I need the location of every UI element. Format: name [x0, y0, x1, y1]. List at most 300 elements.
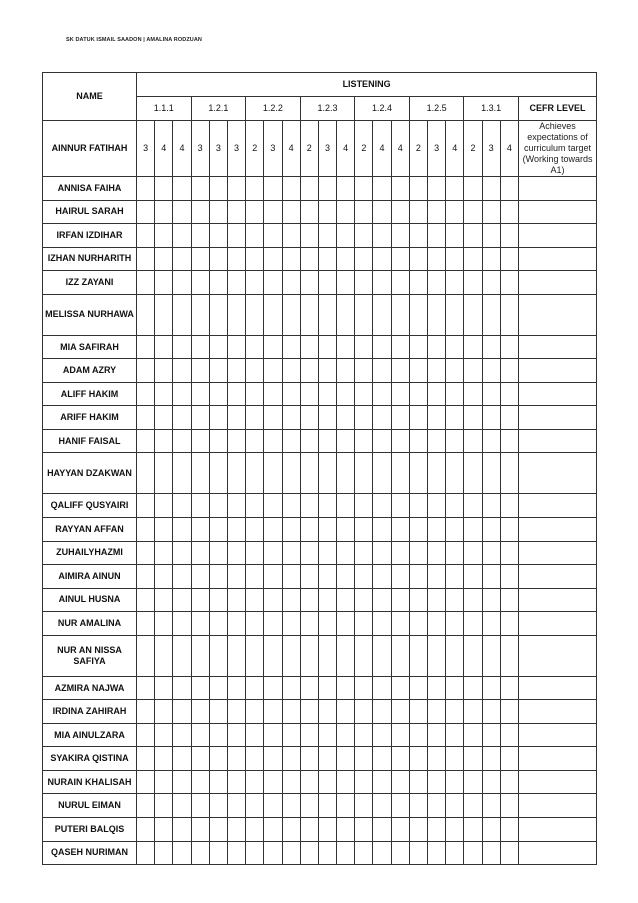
- score-cell[interactable]: [318, 565, 336, 589]
- score-cell[interactable]: [282, 565, 300, 589]
- score-cell[interactable]: [209, 541, 227, 565]
- score-cell[interactable]: [173, 541, 191, 565]
- score-cell[interactable]: [446, 588, 464, 612]
- score-cell[interactable]: [318, 177, 336, 201]
- score-cell[interactable]: [155, 818, 173, 842]
- score-cell[interactable]: [464, 429, 482, 453]
- score-cell[interactable]: [300, 841, 318, 865]
- score-cell[interactable]: [264, 676, 282, 700]
- score-cell[interactable]: [155, 518, 173, 542]
- score-cell[interactable]: [209, 588, 227, 612]
- score-cell[interactable]: [191, 588, 209, 612]
- score-cell[interactable]: [464, 676, 482, 700]
- score-cell[interactable]: [264, 224, 282, 248]
- score-cell[interactable]: [482, 723, 500, 747]
- cefr-level-cell[interactable]: [518, 676, 596, 700]
- score-cell[interactable]: [337, 565, 355, 589]
- score-cell[interactable]: [391, 770, 409, 794]
- score-cell[interactable]: [246, 635, 264, 676]
- score-cell[interactable]: [355, 177, 373, 201]
- score-cell[interactable]: [391, 429, 409, 453]
- score-cell[interactable]: [137, 818, 155, 842]
- score-cell[interactable]: [264, 453, 282, 494]
- score-cell[interactable]: [446, 335, 464, 359]
- score-cell[interactable]: [464, 635, 482, 676]
- score-cell[interactable]: [337, 271, 355, 295]
- score-cell[interactable]: [155, 224, 173, 248]
- score-cell[interactable]: [155, 723, 173, 747]
- score-cell[interactable]: [191, 294, 209, 335]
- score-cell[interactable]: [173, 359, 191, 383]
- score-cell[interactable]: [318, 541, 336, 565]
- score-cell[interactable]: [409, 429, 427, 453]
- score-cell[interactable]: [428, 565, 446, 589]
- score-cell[interactable]: [282, 676, 300, 700]
- score-cell[interactable]: 2: [300, 121, 318, 177]
- score-cell[interactable]: [464, 588, 482, 612]
- score-cell[interactable]: [409, 541, 427, 565]
- score-cell[interactable]: [409, 271, 427, 295]
- score-cell[interactable]: [464, 794, 482, 818]
- score-cell[interactable]: [355, 518, 373, 542]
- score-cell[interactable]: [209, 747, 227, 771]
- score-cell[interactable]: [246, 247, 264, 271]
- score-cell[interactable]: [446, 518, 464, 542]
- score-cell[interactable]: [482, 382, 500, 406]
- score-cell[interactable]: [191, 818, 209, 842]
- score-cell[interactable]: [227, 541, 245, 565]
- score-cell[interactable]: [500, 224, 518, 248]
- score-cell[interactable]: [391, 635, 409, 676]
- score-cell[interactable]: [264, 818, 282, 842]
- score-cell[interactable]: [264, 359, 282, 383]
- cefr-level-cell[interactable]: [518, 224, 596, 248]
- score-cell[interactable]: [300, 406, 318, 430]
- score-cell[interactable]: [500, 588, 518, 612]
- score-cell[interactable]: [209, 271, 227, 295]
- score-cell[interactable]: [209, 429, 227, 453]
- score-cell[interactable]: [337, 453, 355, 494]
- score-cell[interactable]: [464, 494, 482, 518]
- cefr-level-cell[interactable]: [518, 612, 596, 636]
- score-cell[interactable]: [318, 635, 336, 676]
- score-cell[interactable]: [337, 635, 355, 676]
- score-cell[interactable]: [173, 612, 191, 636]
- score-cell[interactable]: [409, 494, 427, 518]
- score-cell[interactable]: [446, 723, 464, 747]
- score-cell[interactable]: [337, 541, 355, 565]
- score-cell[interactable]: [337, 429, 355, 453]
- score-cell[interactable]: [482, 177, 500, 201]
- cefr-level-cell[interactable]: [518, 794, 596, 818]
- score-cell[interactable]: [391, 271, 409, 295]
- score-cell[interactable]: [155, 588, 173, 612]
- score-cell[interactable]: [337, 612, 355, 636]
- cefr-level-cell[interactable]: [518, 429, 596, 453]
- score-cell[interactable]: [373, 359, 391, 383]
- score-cell[interactable]: [227, 294, 245, 335]
- score-cell[interactable]: [428, 200, 446, 224]
- score-cell[interactable]: [446, 429, 464, 453]
- score-cell[interactable]: [337, 294, 355, 335]
- score-cell[interactable]: [137, 382, 155, 406]
- score-cell[interactable]: [446, 382, 464, 406]
- score-cell[interactable]: [373, 676, 391, 700]
- score-cell[interactable]: [500, 494, 518, 518]
- score-cell[interactable]: [464, 518, 482, 542]
- score-cell[interactable]: [500, 841, 518, 865]
- score-cell[interactable]: [318, 770, 336, 794]
- score-cell[interactable]: [209, 224, 227, 248]
- score-cell[interactable]: [191, 271, 209, 295]
- score-cell[interactable]: [155, 335, 173, 359]
- score-cell[interactable]: [391, 794, 409, 818]
- score-cell[interactable]: [409, 723, 427, 747]
- score-cell[interactable]: [500, 770, 518, 794]
- score-cell[interactable]: [173, 841, 191, 865]
- score-cell[interactable]: [318, 224, 336, 248]
- score-cell[interactable]: [191, 635, 209, 676]
- score-cell[interactable]: [391, 224, 409, 248]
- score-cell[interactable]: [409, 406, 427, 430]
- score-cell[interactable]: [500, 200, 518, 224]
- score-cell[interactable]: [173, 770, 191, 794]
- score-cell[interactable]: [300, 494, 318, 518]
- score-cell[interactable]: [482, 453, 500, 494]
- score-cell[interactable]: [373, 406, 391, 430]
- score-cell[interactable]: [500, 676, 518, 700]
- score-cell[interactable]: 2: [246, 121, 264, 177]
- score-cell[interactable]: [264, 541, 282, 565]
- score-cell[interactable]: [464, 247, 482, 271]
- score-cell[interactable]: [446, 770, 464, 794]
- score-cell[interactable]: 3: [209, 121, 227, 177]
- score-cell[interactable]: [355, 294, 373, 335]
- score-cell[interactable]: [282, 247, 300, 271]
- score-cell[interactable]: [355, 612, 373, 636]
- score-cell[interactable]: [446, 294, 464, 335]
- score-cell[interactable]: [227, 200, 245, 224]
- score-cell[interactable]: [209, 818, 227, 842]
- score-cell[interactable]: [482, 271, 500, 295]
- score-cell[interactable]: [300, 453, 318, 494]
- score-cell[interactable]: [191, 247, 209, 271]
- score-cell[interactable]: [300, 294, 318, 335]
- score-cell[interactable]: [137, 612, 155, 636]
- score-cell[interactable]: [337, 406, 355, 430]
- score-cell[interactable]: [373, 841, 391, 865]
- score-cell[interactable]: [391, 541, 409, 565]
- score-cell[interactable]: [428, 700, 446, 724]
- cefr-level-cell[interactable]: [518, 247, 596, 271]
- score-cell[interactable]: [227, 271, 245, 295]
- score-cell[interactable]: [482, 612, 500, 636]
- score-cell[interactable]: [446, 453, 464, 494]
- score-cell[interactable]: [137, 518, 155, 542]
- score-cell[interactable]: [191, 541, 209, 565]
- score-cell[interactable]: [318, 747, 336, 771]
- score-cell[interactable]: [428, 177, 446, 201]
- score-cell[interactable]: [209, 335, 227, 359]
- score-cell[interactable]: [337, 518, 355, 542]
- score-cell[interactable]: [246, 700, 264, 724]
- score-cell[interactable]: [428, 541, 446, 565]
- score-cell[interactable]: [373, 770, 391, 794]
- score-cell[interactable]: [409, 612, 427, 636]
- score-cell[interactable]: [300, 700, 318, 724]
- score-cell[interactable]: [282, 541, 300, 565]
- score-cell[interactable]: [337, 335, 355, 359]
- score-cell[interactable]: [482, 406, 500, 430]
- score-cell[interactable]: [373, 429, 391, 453]
- score-cell[interactable]: [155, 635, 173, 676]
- score-cell[interactable]: 3: [428, 121, 446, 177]
- score-cell[interactable]: [318, 676, 336, 700]
- score-cell[interactable]: [137, 494, 155, 518]
- score-cell[interactable]: [246, 200, 264, 224]
- score-cell[interactable]: 3: [264, 121, 282, 177]
- score-cell[interactable]: [318, 700, 336, 724]
- score-cell[interactable]: [282, 635, 300, 676]
- score-cell[interactable]: [428, 841, 446, 865]
- score-cell[interactable]: [155, 770, 173, 794]
- score-cell[interactable]: [209, 700, 227, 724]
- score-cell[interactable]: [337, 494, 355, 518]
- score-cell[interactable]: [264, 612, 282, 636]
- score-cell[interactable]: [373, 747, 391, 771]
- score-cell[interactable]: [409, 747, 427, 771]
- score-cell[interactable]: [373, 612, 391, 636]
- score-cell[interactable]: [446, 359, 464, 383]
- cefr-level-cell[interactable]: [518, 294, 596, 335]
- score-cell[interactable]: [227, 494, 245, 518]
- score-cell[interactable]: [464, 335, 482, 359]
- score-cell[interactable]: [446, 747, 464, 771]
- score-cell[interactable]: [318, 518, 336, 542]
- score-cell[interactable]: [282, 770, 300, 794]
- score-cell[interactable]: [173, 429, 191, 453]
- score-cell[interactable]: [500, 541, 518, 565]
- score-cell[interactable]: [173, 335, 191, 359]
- score-cell[interactable]: [373, 382, 391, 406]
- score-cell[interactable]: [209, 406, 227, 430]
- cefr-level-cell[interactable]: [518, 747, 596, 771]
- score-cell[interactable]: [409, 841, 427, 865]
- score-cell[interactable]: [464, 382, 482, 406]
- score-cell[interactable]: [355, 794, 373, 818]
- score-cell[interactable]: [355, 247, 373, 271]
- score-cell[interactable]: [155, 247, 173, 271]
- score-cell[interactable]: [373, 700, 391, 724]
- score-cell[interactable]: [137, 429, 155, 453]
- score-cell[interactable]: [246, 335, 264, 359]
- score-cell[interactable]: [373, 271, 391, 295]
- cefr-level-cell[interactable]: [518, 770, 596, 794]
- score-cell[interactable]: [337, 676, 355, 700]
- score-cell[interactable]: [246, 676, 264, 700]
- score-cell[interactable]: [282, 518, 300, 542]
- score-cell[interactable]: [500, 700, 518, 724]
- score-cell[interactable]: [428, 453, 446, 494]
- score-cell[interactable]: [318, 841, 336, 865]
- score-cell[interactable]: [482, 700, 500, 724]
- score-cell[interactable]: [282, 271, 300, 295]
- score-cell[interactable]: [337, 700, 355, 724]
- score-cell[interactable]: [300, 429, 318, 453]
- score-cell[interactable]: [355, 335, 373, 359]
- score-cell[interactable]: [264, 565, 282, 589]
- score-cell[interactable]: 4: [282, 121, 300, 177]
- score-cell[interactable]: [173, 565, 191, 589]
- score-cell[interactable]: [464, 541, 482, 565]
- score-cell[interactable]: [209, 247, 227, 271]
- score-cell[interactable]: [173, 382, 191, 406]
- score-cell[interactable]: [409, 635, 427, 676]
- score-cell[interactable]: [282, 794, 300, 818]
- score-cell[interactable]: [191, 406, 209, 430]
- score-cell[interactable]: [137, 676, 155, 700]
- score-cell[interactable]: [227, 224, 245, 248]
- score-cell[interactable]: [337, 359, 355, 383]
- score-cell[interactable]: [482, 359, 500, 383]
- score-cell[interactable]: [246, 794, 264, 818]
- score-cell[interactable]: [355, 841, 373, 865]
- score-cell[interactable]: [191, 518, 209, 542]
- score-cell[interactable]: [264, 271, 282, 295]
- score-cell[interactable]: [318, 359, 336, 383]
- score-cell[interactable]: [246, 518, 264, 542]
- score-cell[interactable]: [137, 335, 155, 359]
- score-cell[interactable]: [300, 200, 318, 224]
- score-cell[interactable]: [464, 612, 482, 636]
- score-cell[interactable]: [391, 247, 409, 271]
- score-cell[interactable]: [482, 247, 500, 271]
- score-cell[interactable]: [209, 359, 227, 383]
- score-cell[interactable]: [464, 271, 482, 295]
- score-cell[interactable]: [227, 382, 245, 406]
- score-cell[interactable]: [300, 818, 318, 842]
- score-cell[interactable]: [173, 588, 191, 612]
- score-cell[interactable]: [318, 382, 336, 406]
- score-cell[interactable]: 3: [137, 121, 155, 177]
- score-cell[interactable]: [482, 335, 500, 359]
- score-cell[interactable]: [318, 429, 336, 453]
- score-cell[interactable]: [137, 406, 155, 430]
- score-cell[interactable]: [209, 723, 227, 747]
- score-cell[interactable]: [246, 818, 264, 842]
- score-cell[interactable]: [300, 382, 318, 406]
- score-cell[interactable]: [282, 294, 300, 335]
- score-cell[interactable]: [246, 406, 264, 430]
- score-cell[interactable]: [318, 818, 336, 842]
- score-cell[interactable]: [373, 818, 391, 842]
- score-cell[interactable]: [318, 294, 336, 335]
- score-cell[interactable]: [482, 588, 500, 612]
- cefr-level-cell[interactable]: [518, 335, 596, 359]
- score-cell[interactable]: [264, 747, 282, 771]
- score-cell[interactable]: [500, 612, 518, 636]
- score-cell[interactable]: [409, 382, 427, 406]
- score-cell[interactable]: [318, 453, 336, 494]
- score-cell[interactable]: [482, 494, 500, 518]
- score-cell[interactable]: [446, 635, 464, 676]
- score-cell[interactable]: [155, 841, 173, 865]
- score-cell[interactable]: [173, 700, 191, 724]
- score-cell[interactable]: [409, 588, 427, 612]
- score-cell[interactable]: [409, 676, 427, 700]
- score-cell[interactable]: [373, 588, 391, 612]
- score-cell[interactable]: [209, 518, 227, 542]
- score-cell[interactable]: [264, 382, 282, 406]
- score-cell[interactable]: [191, 224, 209, 248]
- score-cell[interactable]: 2: [409, 121, 427, 177]
- score-cell[interactable]: [373, 565, 391, 589]
- score-cell[interactable]: [428, 494, 446, 518]
- score-cell[interactable]: [428, 612, 446, 636]
- score-cell[interactable]: 4: [155, 121, 173, 177]
- score-cell[interactable]: [409, 453, 427, 494]
- score-cell[interactable]: [464, 747, 482, 771]
- score-cell[interactable]: [264, 294, 282, 335]
- score-cell[interactable]: [391, 700, 409, 724]
- score-cell[interactable]: [264, 518, 282, 542]
- score-cell[interactable]: [209, 635, 227, 676]
- score-cell[interactable]: [428, 224, 446, 248]
- score-cell[interactable]: [155, 494, 173, 518]
- score-cell[interactable]: [173, 247, 191, 271]
- score-cell[interactable]: [300, 247, 318, 271]
- score-cell[interactable]: [191, 700, 209, 724]
- score-cell[interactable]: [482, 294, 500, 335]
- score-cell[interactable]: [191, 177, 209, 201]
- score-cell[interactable]: [173, 177, 191, 201]
- score-cell[interactable]: [264, 723, 282, 747]
- score-cell[interactable]: [246, 271, 264, 295]
- score-cell[interactable]: [246, 841, 264, 865]
- score-cell[interactable]: [227, 335, 245, 359]
- score-cell[interactable]: [300, 676, 318, 700]
- score-cell[interactable]: [155, 676, 173, 700]
- score-cell[interactable]: [337, 723, 355, 747]
- score-cell[interactable]: [337, 588, 355, 612]
- score-cell[interactable]: [173, 723, 191, 747]
- score-cell[interactable]: [355, 541, 373, 565]
- score-cell[interactable]: [428, 335, 446, 359]
- score-cell[interactable]: [409, 359, 427, 383]
- score-cell[interactable]: [227, 429, 245, 453]
- score-cell[interactable]: [391, 294, 409, 335]
- score-cell[interactable]: [464, 723, 482, 747]
- score-cell[interactable]: [227, 359, 245, 383]
- score-cell[interactable]: [137, 224, 155, 248]
- score-cell[interactable]: [446, 541, 464, 565]
- score-cell[interactable]: [428, 818, 446, 842]
- score-cell[interactable]: [264, 429, 282, 453]
- score-cell[interactable]: [282, 200, 300, 224]
- cefr-level-cell[interactable]: [518, 200, 596, 224]
- score-cell[interactable]: [209, 794, 227, 818]
- score-cell[interactable]: [464, 359, 482, 383]
- score-cell[interactable]: [428, 770, 446, 794]
- score-cell[interactable]: [464, 200, 482, 224]
- score-cell[interactable]: [300, 565, 318, 589]
- score-cell[interactable]: [337, 841, 355, 865]
- score-cell[interactable]: [409, 794, 427, 818]
- score-cell[interactable]: 2: [464, 121, 482, 177]
- score-cell[interactable]: 4: [173, 121, 191, 177]
- score-cell[interactable]: [246, 588, 264, 612]
- score-cell[interactable]: [355, 382, 373, 406]
